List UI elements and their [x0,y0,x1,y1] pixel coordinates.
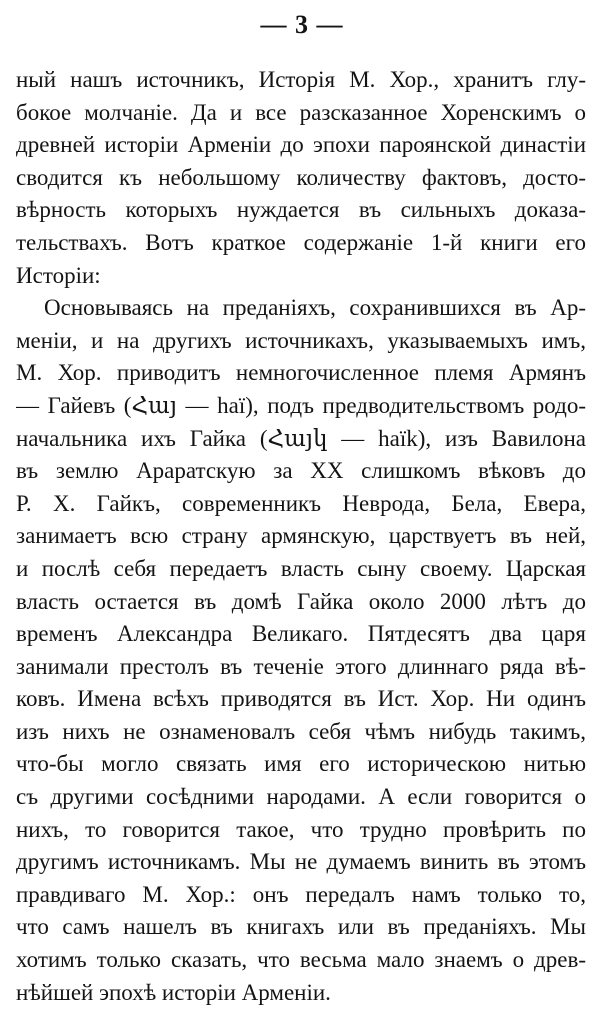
text-line: власть остается въ домѣ Гайка около 2000 лѣтъ до [16,588,586,614]
text-line: занимали престолъ въ теченіе этого длиннаго ряда вѣ- [16,653,586,679]
text-line: и послѣ себя передаетъ власть сыну своему. Царская [16,555,586,581]
text-line: временъ Александра Великаго. Пятдесятъ два царя [16,621,586,647]
text-line: Р. Х. Гайкъ, современникъ Неврода, Бела, Евера, [16,490,586,516]
text-line: М. Хор. приводитъ немногочисленное племя Армянъ [16,360,586,386]
text-line: изъ нихъ не ознаменовалъ себя чѣмъ нибудь такимъ, [16,718,586,744]
body-text [16,64,586,1009]
text-line: тельствахъ. Вотъ краткое содержаніе 1-й книги его [16,229,586,255]
text-line: правдиваго М. Хор.: онъ передалъ намъ только то, [16,881,586,907]
text-line: въ землю Араратскую за XX слишкомъ вѣковъ до [16,458,586,484]
text-line: съ другими сосѣдними народами. А если говорится о [16,784,586,810]
text-line: древней исторіи Арменіи до эпохи пароянской династіи [16,132,586,158]
text-line: занимаетъ всю страну армянскую, царствуетъ въ ней, [16,523,586,549]
text-line: что самъ нашелъ въ книгахъ или въ преданіяхъ. Мы [16,914,586,940]
text-line: хотимъ только сказать, что весьма мало знаемъ о древ- [16,947,586,973]
text-line: ковъ. Имена всѣхъ приводятся въ Ист. Хор. Ни одинъ [16,686,586,712]
text-line: вѣрность которыхъ нуждается въ сильныхъ доказа- [16,197,586,223]
text-line: сводится къ небольшому количеству фактовъ, досто- [16,164,586,190]
text-line: Основываясь на преданіяхъ, сохранившихся въ Ар- [44,295,586,321]
text-line: другимъ источникамъ. Мы не думаемъ винить въ этомъ [16,849,586,875]
text-line: меніи, и на другихъ источникахъ, указываемыхъ имъ, [16,327,586,353]
text-line: что-бы могло связать имя его историческою нитью [16,751,586,777]
text-line: Исторіи: [16,262,101,288]
text-line: бокое молчаніе. Да и все разсказанное Хоренскимъ о [16,99,586,125]
text-line: нихъ, то говорится такое, что трудно провѣрить по [16,816,586,842]
page-number: — 3 — [260,10,344,39]
text-line: начальника ихъ Гайка (Հայկ — haïk), изъ Вавилона [16,425,586,451]
text-line: нѣйшей эпохѣ исторіи Арменіи. [16,979,331,1005]
text-line: ный нашъ источникъ, Исторія М. Хор., хранитъ глу- [16,67,586,92]
text-line: — Гайевъ (Հայ — haï), подъ предводительствомъ родо- [16,392,586,418]
